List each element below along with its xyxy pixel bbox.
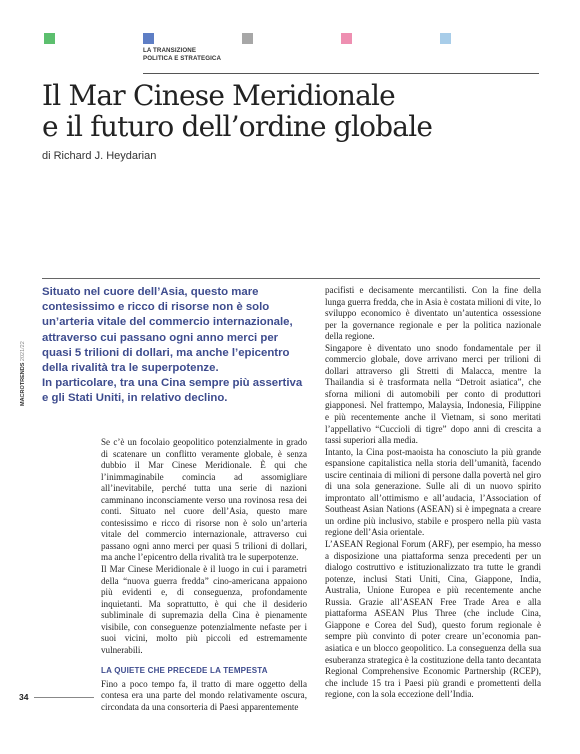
section-label (143, 47, 221, 63)
header-divider (143, 73, 539, 74)
title-line1: Il Mar Cinese Meridionale (42, 79, 395, 112)
article-author: di Richard J. Heydarian (42, 150, 157, 162)
gray-swatch (242, 33, 253, 44)
publication-tag (20, 341, 26, 406)
article-lead (42, 285, 308, 407)
section-label-line1: LA TRANSIZIONE (143, 47, 197, 54)
lead-paragraph-1: Situato nel cuore dell’Asia, questo mare contesissimo e ricco di risorse non è solo un’arteria vitale del commercio internazionale, attraverso cui passano ogni anno merci per quasi 5 trilioni di dollari, ma anche l’epicentro della rivalità tra le superpotenze. (42, 286, 293, 375)
lead-paragraph-2: In particolare, tra una Cina sempre più assertiva e gli Stati Uniti, in relativo declino. (42, 377, 303, 405)
body-paragraph: Se c’è un focolaio geopolitico potenzialmente in grado di scatenare un conflitto veramente globale, è senza dubbio il Mar Cinese Meridionale. È qui che l’inimmaginabile comincia ad assomigliare all’inevitabile, perché tutta una serie di nazioni camminano inconsciamente verso una rovinosa resa dei conti. Situato nel cuore dell’Asia, questo mare contesissimo e ricco di risorse non è solo un’arteria vitale del commercio internazionale, attraverso cui passano ogni anno merci per quasi 5 trilioni di dollari, ma anche l’epicentro della rivalità tra le superpotenze. (101, 437, 307, 563)
publication-name: MACROTRENDS (20, 362, 26, 406)
section-label-line2: POLITICA E STRATEGICA (143, 55, 222, 62)
body-column-left (101, 437, 307, 714)
content-divider (42, 278, 540, 279)
section-subheading: LA QUIETE CHE PRECEDE LA TEMPESTA (101, 666, 268, 676)
body-column-right (325, 285, 541, 701)
page-number: 34 (19, 692, 29, 702)
article-title (42, 80, 432, 142)
green-swatch (44, 33, 55, 44)
body-paragraph: L’ASEAN Regional Forum (ARF), per esempio, ha messo a disposizione una piattaforma senza precedenti per un dialogo costruttivo e istituzionalizzato tra tutte le grandi potenze, inclusi Stati Uniti, Cina, Giappone, India, Australia, Unione Europea e più recentemente anche Russia. Grazie all’ASEAN Free Trade Area e alla piattaforma ASEAN Plus Three (che include Cina, Giappone e Corea del Sud), questo forum regionale è sempre più convinto di poter creare un’economia pan-asiatica e un blocco geopolitico. La conseguenza della sua esuberanza strategica è la costituzione della tanto decantata Regional Comprehensive Economic Partnership (RCEP), che include 15 tra i Paesi più grandi e promettenti della regione, con la sola eccezione dell’India. (325, 539, 541, 700)
blue-swatch (143, 33, 154, 44)
publication-year: 2021/22 (20, 341, 26, 362)
body-paragraph: Il Mar Cinese Meridionale è il luogo in cui i parametri della “nuova guerra fredda” cino-americana appaiono più evidenti e, di conseguenza, profondamente inquietanti. Ma soprattutto, è qui che il desiderio subliminale di supremazia della Cina è pienamente visibile, con conseguenze potenzialmente nefaste per i suoi vicini, molto più piccoli ed estremamente vulnerabili. (101, 564, 307, 655)
pink-swatch (341, 33, 352, 44)
body-paragraph: Singapore è diventato uno snodo fondamentale per il commercio globale, dove arrivano merci per trilioni di dollari attraverso gli Stretti di Malacca, mentre la Thailandia si è trasformata nella “Detroit asiatica”, che sforna milioni di automobili per conto di produttori giapponesi. Nel frattempo, Malaysia, Indonesia, Filippine e più recentemente anche il Vietnam, si sono meritati l’appellativo “Cuccioli di tigre” dopo anni di crescita a tassi superiori alla media. (325, 342, 541, 446)
body-paragraph: Intanto, la Cina post-maoista ha conosciuto la più grande espansione capitalistica nella storia dell’umanità, facendo uscire centinaia di milioni di persone dalla povertà nel giro di una sola generazione. Sulle ali di un nuovo spirito improntato all’ottimismo e all’audacia, l’Association of Southeast Asian Nations (ASEAN) si è impegnata a creare un ordine più inclusivo, stabile e prospero nella più vasta regione dell’Asia orientale. (325, 446, 541, 538)
lightblue-swatch (440, 33, 451, 44)
body-paragraph: pacifisti e decisamente mercantilisti. Con la fine della lunga guerra fredda, che in Asia è costata milioni di vite, lo sviluppo economico è diventato un’autentica ossessione per la governance regionale e per la politica nazionale della regione. (325, 285, 541, 342)
title-line2: e il futuro dell’ordine globale (42, 110, 433, 143)
body-paragraph: Fino a poco tempo fa, il tratto di mare oggetto della contesa era una parte del mondo relativamente oscura, circondata da una consorteria di Paesi apparentemente (101, 678, 307, 713)
page-number-rule (34, 697, 94, 698)
